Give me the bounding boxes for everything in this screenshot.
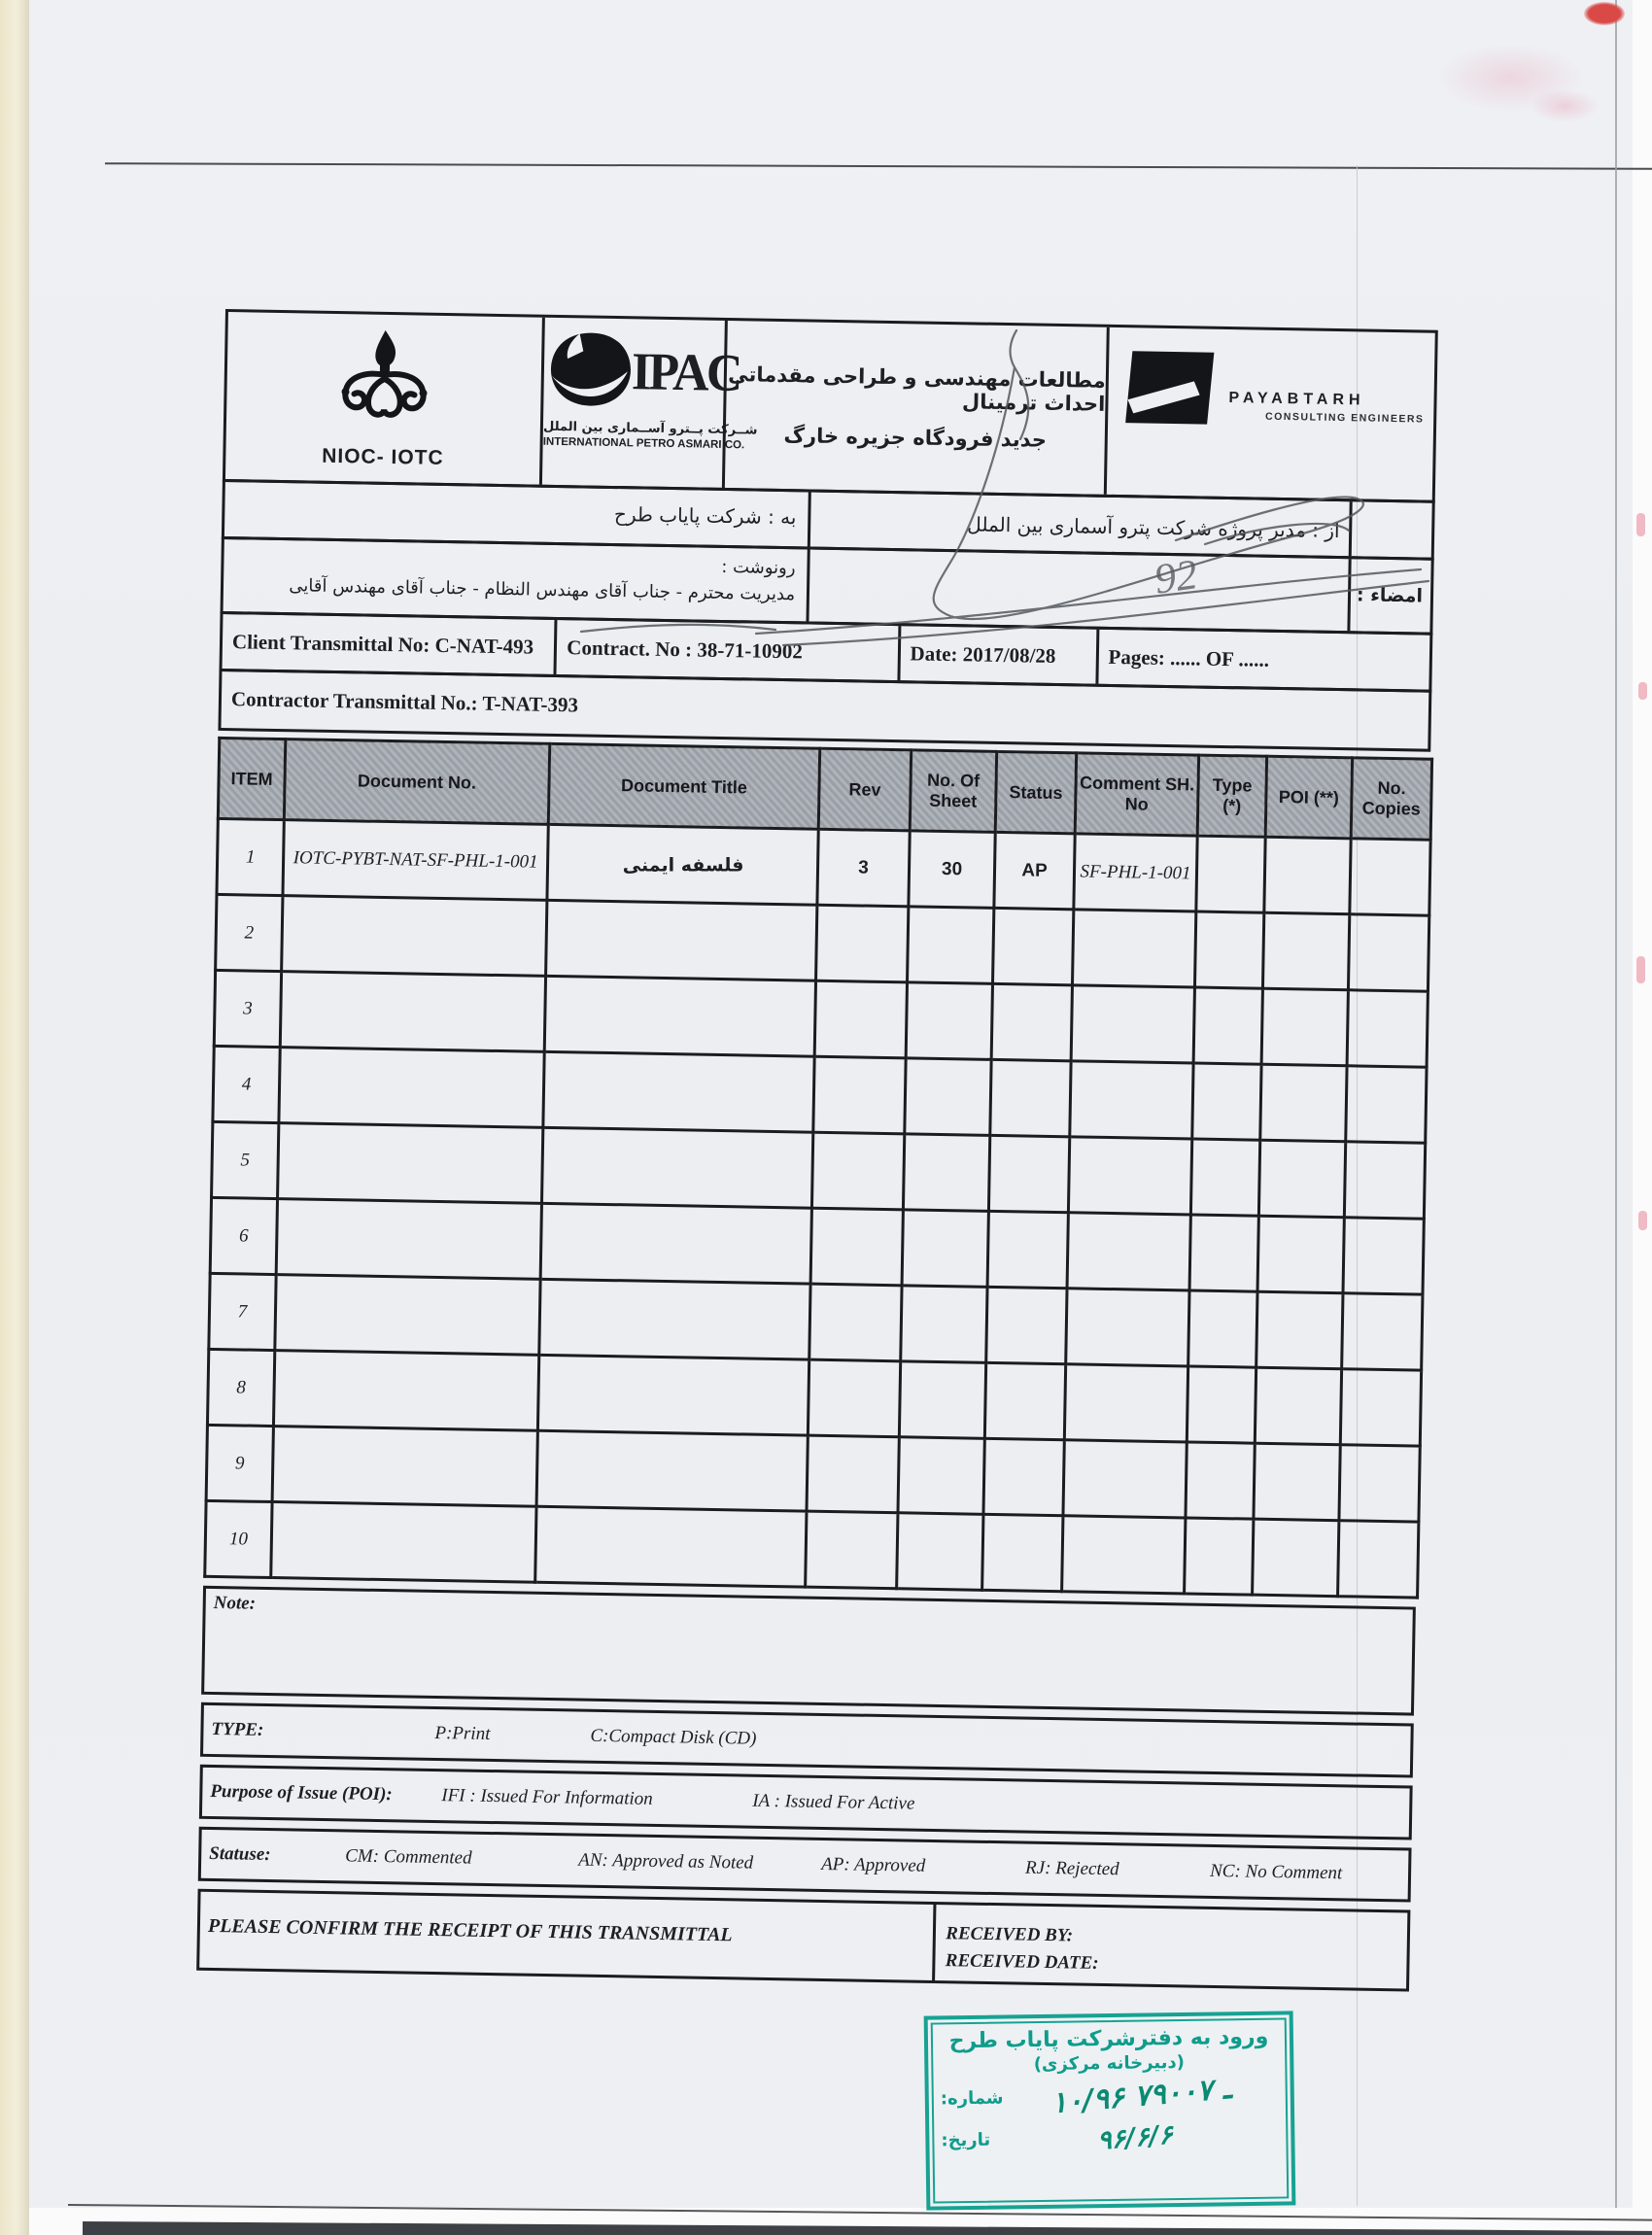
cell-item: 4 bbox=[213, 1046, 280, 1122]
contract-no: Contract. No : 38-71-10902 bbox=[554, 620, 898, 680]
type-label: TYPE: bbox=[211, 1718, 264, 1740]
type-legend: TYPE: P:Print C:Compact Disk (CD) bbox=[200, 1702, 1414, 1778]
stamp-date-value: ۹۶/۶/۶ bbox=[1095, 2119, 1174, 2156]
pages-field: Pages: ...... OF ...... bbox=[1095, 630, 1429, 690]
cell-poi bbox=[1264, 837, 1351, 914]
col-no-of-sheet: No. Of Sheet bbox=[910, 750, 996, 833]
project-title-line1: مطالعات مهندسی و طراحی مقدماتی احداث ترمینال bbox=[728, 362, 1106, 416]
scan-edge-strip bbox=[0, 0, 29, 2235]
stamp-number-label: شماره: bbox=[940, 2087, 1004, 2110]
cell-item: 6 bbox=[210, 1197, 277, 1274]
poi-label: Purpose of Issue (POI): bbox=[210, 1780, 393, 1805]
cell-doc-title: فلسفه ایمنی bbox=[548, 827, 818, 903]
signature-label: امضاء : bbox=[1348, 559, 1431, 632]
received-date-label: RECEIVED DATE: bbox=[945, 1949, 1099, 1974]
col-no-copies: No. Copies bbox=[1351, 758, 1431, 840]
pink-edge-mark bbox=[1638, 682, 1647, 700]
date-field: Date: 2017/08/28 bbox=[897, 626, 1096, 684]
confirm-banner: PLEASE CONFIRM THE RECEIPT OF THIS TRANSMITTAL bbox=[207, 1914, 733, 1946]
empty-cell bbox=[1349, 501, 1432, 557]
entry-stamp bbox=[924, 2011, 1296, 2210]
col-type: Type (*) bbox=[1197, 755, 1266, 837]
payabtarh-mark-icon bbox=[1125, 349, 1216, 431]
stamp-number-value: ۱۰/۹۶ ـ ۷۹۰۰۷ bbox=[1050, 2071, 1233, 2121]
cell-item: 7 bbox=[209, 1273, 276, 1350]
payabtarh-subtitle: CONSULTING ENGINEERS bbox=[1264, 410, 1425, 426]
nioc-logo-cell bbox=[225, 312, 542, 485]
received-by-label: RECEIVED BY: bbox=[946, 1923, 1074, 1946]
cell-item: 9 bbox=[206, 1425, 273, 1501]
cell-item: 10 bbox=[205, 1500, 272, 1577]
col-rev: Rev bbox=[818, 748, 911, 831]
cell-item: 3 bbox=[214, 970, 281, 1047]
payabtarh-name: PAYABTARH bbox=[1228, 390, 1365, 409]
stamp-title: ورود به دفترشرکت پایاب طرح bbox=[948, 2024, 1269, 2054]
col-status: Status bbox=[995, 751, 1076, 833]
transmittal-form bbox=[196, 309, 1438, 1992]
logo-header-row bbox=[223, 309, 1438, 503]
ipac-name-fa: شــرکت پــترو آســماری بین الملل bbox=[542, 419, 758, 438]
project-title-cell bbox=[722, 321, 1107, 495]
to-field: به : شرکت پایاب طرح bbox=[613, 502, 797, 530]
paper-right-edge bbox=[1615, 0, 1617, 2208]
cell-sheets: 30 bbox=[909, 831, 995, 909]
copy-field bbox=[224, 539, 808, 621]
ipac-logo-cell bbox=[539, 318, 758, 488]
col-item: ITEM bbox=[218, 738, 285, 819]
cell-rev: 3 bbox=[817, 829, 910, 907]
col-poi: POI (**) bbox=[1265, 756, 1352, 839]
cell-status: AP bbox=[994, 832, 1075, 909]
signature-digits: 92 bbox=[1151, 550, 1201, 603]
cell-doc-no: IOTC-PYBT-NAT-SF-PHL-1-001 bbox=[283, 820, 548, 901]
ipac-drop-icon bbox=[549, 331, 632, 413]
col-document-no: Document No. bbox=[284, 739, 549, 825]
copy-label: رونوشت : bbox=[721, 556, 796, 579]
scan-bottom-band bbox=[83, 2221, 1652, 2235]
pink-edge-mark bbox=[1636, 956, 1645, 983]
payabtarh-logo-cell bbox=[1104, 327, 1435, 500]
contractor-transmittal-no: Contractor Transmittal No.: T-NAT-393 bbox=[218, 669, 1431, 752]
cell-type bbox=[1196, 836, 1265, 912]
nioc-label: NIOC- IOTC bbox=[321, 444, 444, 469]
copy-text: مدیریت محترم - جناب آقای مهندس النظام - جناب آقای مهندس آقایی bbox=[289, 575, 796, 605]
ipac-name-en: INTERNATIONAL PETRO ASMARI CO. bbox=[542, 435, 745, 452]
red-corner-mark bbox=[1584, 2, 1625, 25]
cell-item: 1 bbox=[217, 818, 284, 895]
ipac-acronym: IPAC bbox=[631, 342, 740, 403]
col-document-title: Document Title bbox=[548, 743, 819, 829]
status-legend: Statuse: CM: Commented AN: Approved as Noted AP: Approved RJ: Rejected NC: No Comment bbox=[198, 1827, 1412, 1903]
cell-item: 2 bbox=[216, 894, 283, 971]
status-label: Statuse: bbox=[209, 1842, 271, 1866]
note-box: Note: bbox=[201, 1586, 1416, 1716]
documents-table bbox=[203, 737, 1433, 1599]
poi-legend: Purpose of Issue (POI): IFI : Issued For Information IA : Issued For Active bbox=[199, 1765, 1413, 1840]
client-transmittal-no: Client Transmittal No: C-NAT-493 bbox=[231, 630, 534, 659]
received-block bbox=[932, 1905, 1407, 1988]
pink-edge-mark bbox=[1636, 513, 1645, 536]
stamp-subtitle: (دبیرخانه مرکزی) bbox=[1033, 2051, 1186, 2076]
cell-copies bbox=[1350, 839, 1430, 915]
from-field: از : مدیر پروژه شرکت پترو آسماری بین الملل bbox=[808, 492, 1350, 556]
nioc-emblem-icon bbox=[332, 327, 435, 442]
cell-item: 8 bbox=[207, 1349, 274, 1426]
pink-smudge bbox=[1531, 89, 1599, 122]
signature-area bbox=[807, 549, 1349, 631]
col-comment-sh-no: Comment SH. No bbox=[1075, 753, 1198, 836]
cell-item: 5 bbox=[212, 1121, 279, 1198]
stamp-date-label: تاریخ: bbox=[941, 2129, 991, 2151]
project-title-line2: جدید فرودگاه جزیره خارگ bbox=[783, 424, 1048, 452]
cell-comment-sh: SF-PHL-1-001 bbox=[1074, 834, 1197, 911]
pink-edge-mark bbox=[1638, 1211, 1647, 1230]
